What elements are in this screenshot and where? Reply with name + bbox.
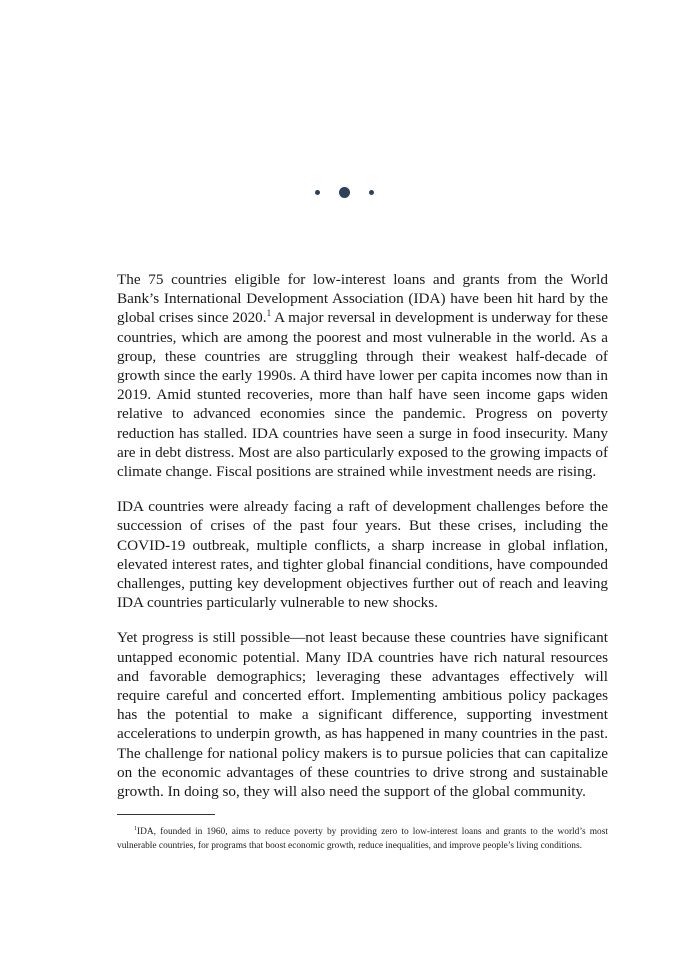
footnote-marker: 1 xyxy=(134,825,137,832)
section-ornament xyxy=(0,185,688,199)
body-text xyxy=(117,270,608,817)
footnote xyxy=(117,826,608,853)
paragraph-2: IDA countries were already facing a raft of development challenges before the succession of crises of the past four years. But these crises, including the COVID-19 outbreak, multiple conflicts, a sharp increase in global inflation, elevated interest rates, and tighter global financial conditions, have compounded challenges, putting key development objectives further out of reach and leaving IDA countries particularly vulnerable to new shocks. xyxy=(117,498,608,612)
footnote-text: IDA, founded in 1960, aims to reduce poverty by providing zero to low-interest loans and grants to the world’s most vulnerable countries, for programs that boost economic growth, reduce inequalities, and improve people’s living conditions. xyxy=(117,827,608,851)
ornament-dot-center xyxy=(339,187,350,198)
paragraph-1-text-b: A major reversal in development is underway for these countries, which are among the poorest and most vulnerable in the world. As a group, these countries are struggling through their weakest half-decade of growth since the early 1990s. A third have lower per capita incomes now than in 2019. Amid stunted recoveries, more than half have seen income gaps widen relative to advanced economies since the pandemic. Progress on poverty reduction has stalled. IDA countries have seen a surge in food insecurity. Many are in debt distress. Most are also particularly exposed to the growing impacts of climate change. Fiscal positions are strained while investment needs are rising. xyxy=(117,309,608,481)
footnote-divider xyxy=(117,814,215,815)
footnote-reference[interactable]: 1 xyxy=(266,308,272,319)
paragraph-3: Yet progress is still possible—not least because these countries have significant untapped economic potential. Many IDA countries have rich natural resources and favorable demographics; leveraging these advantages effectively will require careful and concerted effort. Implementing ambitious policy packages has the potential to make a significant difference, supporting investment accelerations to underpin growth, as has happened in many countries in the past. The challenge for national policy makers is to pursue policies that can capitalize on the economic advantages of these countries to drive strong and sustainable growth. In doing so, they will also need the support of the global community. xyxy=(117,629,608,801)
paragraph-1-text-a: The 75 countries eligible for low-interest loans and grants from the World Bank’s International Development Association (IDA) have been hit hard by the global crises since 2020. xyxy=(117,271,608,327)
ornament-dot-left xyxy=(315,190,320,195)
paragraph-1 xyxy=(117,270,608,481)
ornament-dot-right xyxy=(369,190,374,195)
